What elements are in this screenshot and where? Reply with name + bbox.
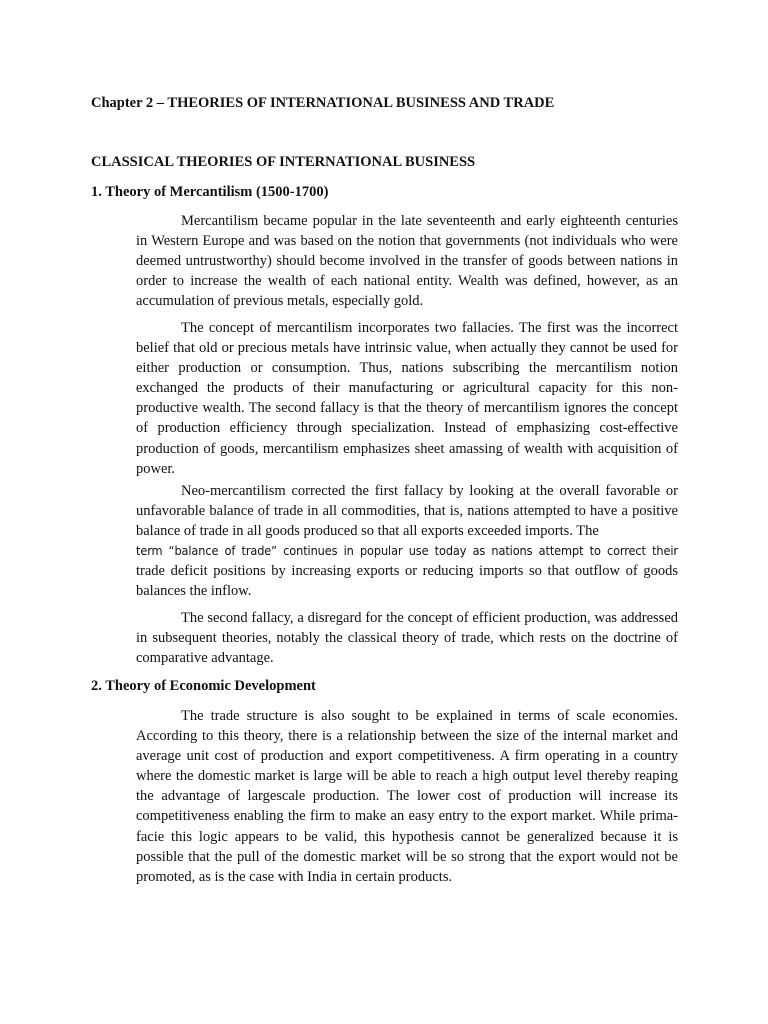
theory-1-heading: 1. Theory of Mercantilism (1500-1700) (91, 184, 329, 200)
neo-mercantilism-part-3: trade deficit positions by increasing exports or reducing imports so that outflow of goods balances the inflow. (136, 563, 678, 600)
paragraph-mercantilism-2: The concept of mercantilism incorporates two fallacies. The first was the incorrect belief that old or precious metals have intrinsic value, when actually they cannot be used for either production or consumption. Thus, nations subscribing the mercantilism notion exchanged the products of their manufacturing or agricultural capacity for this non-productive wealth. The second fallacy is that the theory of mercantilism ignores the concept of production efficiency through specialization. Instead of emphasizing cost-effective production of goods, mercantilism emphasizes sheet amassing of wealth with acquisition of power. (136, 320, 678, 477)
paragraph-second-fallacy: The second fallacy, a disregard for the concept of efficient production, was addressed in subsequent theories, notably the classical theory of trade, which rests on the doctrine of comparative advantage. (136, 610, 678, 667)
section-title: CLASSICAL THEORIES OF INTERNATIONAL BUSINESS (91, 154, 476, 170)
neo-mercantilism-part-2: term “balance of trade” continues in popular use today as nations attempt to correct their (136, 543, 678, 559)
chapter-title: Chapter 2 – THEORIES OF INTERNATIONAL BUSINESS AND TRADE (91, 95, 555, 111)
theory-2-heading: 2. Theory of Economic Development (91, 678, 316, 694)
paragraph-mercantilism-1: Mercantilism became popular in the late seventeenth and early eighteenth centuries in Western Europe and was based on the notion that governments (not individuals who were deemed untrustworthy) should become involved in the transfer of goods between nations in order to increase the wealth of each national entity. Wealth was defined, however, as an accumulation of previous metals, especially gold. (136, 213, 678, 310)
neo-mercantilism-part-1: Neo-mercantilism corrected the first fallacy by looking at the overall favorable or unfavorable balance of trade in all commodities, that is, nations attempted to have a positive balance of trade in all goods produced so that all exports exceeded imports. The (136, 483, 678, 540)
paragraph-economic-development: The trade structure is also sought to be explained in terms of scale economies. According to this theory, there is a relationship between the size of the internal market and average unit cost of production and export competitiveness. A firm operating in a country where the domestic market is large will be able to reach a high output level thereby reaping the advantage of largescale production. The lower cost of production will increase its competitiveness enabling the firm to make an easy entry to the export market. While prima-facie this logic appears to be valid, this hypothesis cannot be generalized because it is possible that the pull of the domestic market will be so strong that the export would not be promoted, as is the case with India in certain products. (136, 708, 678, 885)
paragraph-neo-mercantilism (136, 481, 678, 602)
